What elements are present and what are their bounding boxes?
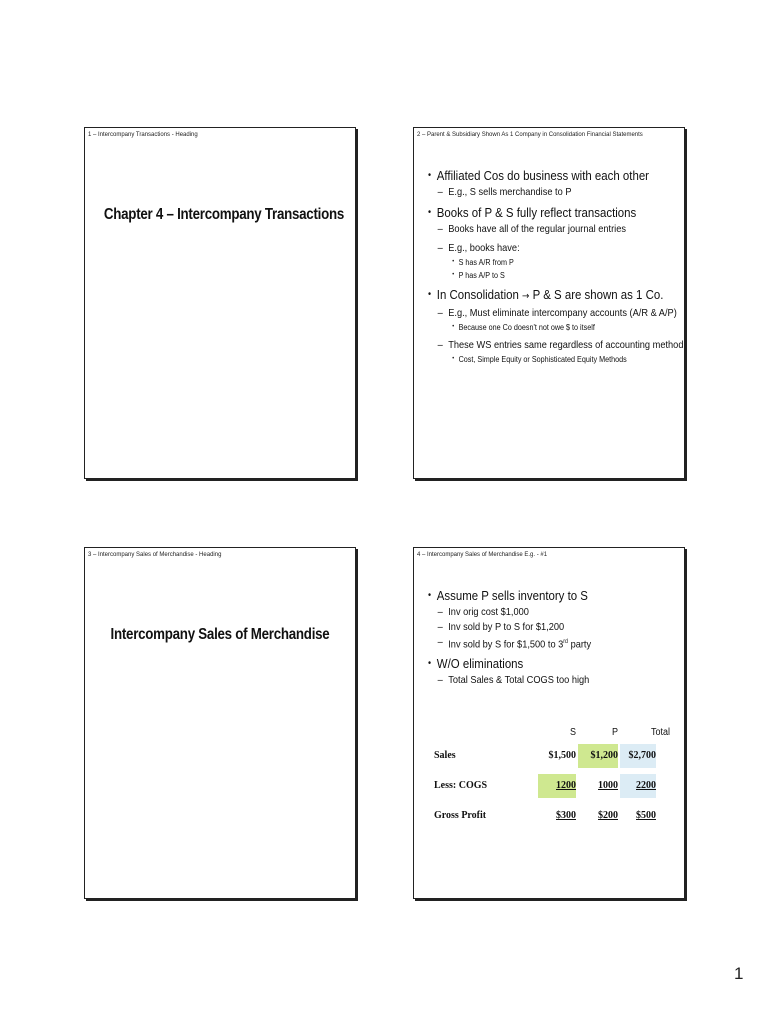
slide-body <box>428 164 684 365</box>
table-cell-highlighted: 2200 <box>620 774 656 798</box>
row-label: Less: COGS <box>434 780 488 791</box>
slide-title: Chapter 4 – Intercompany Transactions <box>103 206 345 223</box>
table-cell: $200 <box>598 810 618 821</box>
sub-bullet <box>428 635 650 652</box>
table-cell-highlighted: 1200 <box>538 774 576 798</box>
sub-bullet: – Total Sales & Total COGS too high <box>428 673 650 687</box>
slide-header: 2 – Parent & Subsidiary Shown As 1 Company in Consolidation Financial Statements <box>417 132 643 138</box>
table-cell-highlighted: $1,200 <box>578 744 618 768</box>
sub-sub-bullet: • P has A/P to S <box>428 270 655 281</box>
slide-header: 1 – Intercompany Transactions - Heading <box>88 132 198 138</box>
sub-bullet-text: party <box>570 638 592 651</box>
bullet-text: P & S are shown as 1 Co. <box>532 287 664 302</box>
right-arrow-icon: → <box>522 291 530 302</box>
slide-1 <box>84 127 356 479</box>
table-cell: $1,500 <box>548 750 576 761</box>
slide-2 <box>413 127 685 479</box>
slide-header: 4 – Intercompany Sales of Merchandise E.g. - #1 <box>417 552 548 558</box>
column-header: S <box>569 727 576 738</box>
row-label: Gross Profit <box>434 810 487 821</box>
sub-sub-bullet: • Because one Co doesn't not owe $ to itself <box>428 322 655 333</box>
page-number: 1 <box>734 964 744 983</box>
bullet: • W/O eliminations <box>428 655 650 672</box>
column-header: P <box>611 727 618 738</box>
table-cell: 1000 <box>598 780 618 791</box>
bullet: • Affiliated Cos do business with each other <box>428 167 650 184</box>
slide-header: 3 – Intercompany Sales of Merchandise - Heading <box>88 552 222 558</box>
sub-bullet: – Books have all of the regular journal entries <box>428 222 650 236</box>
bullet: • Books of P & S fully reflect transactions <box>428 204 650 221</box>
table-cell-highlighted: $2,700 <box>620 744 656 768</box>
income-table <box>434 724 670 824</box>
superscript: rd <box>563 639 569 645</box>
bullet-text: In Consolidation <box>436 287 519 302</box>
sub-sub-bullet: • S has A/R from P <box>428 257 655 268</box>
column-header: Total <box>650 727 670 738</box>
sub-bullet: – Inv sold by P to S for $1,200 <box>428 620 650 634</box>
table-cell: $300 <box>556 810 576 821</box>
row-label: Sales <box>434 750 456 761</box>
sub-sub-bullet: • Cost, Simple Equity or Sophisticated Equity Methods <box>428 354 655 365</box>
sub-bullet: – E.g., Must eliminate intercompany accounts (A/R & A/P) <box>428 306 650 320</box>
table-cell: $500 <box>636 810 656 821</box>
bullet: • Assume P sells inventory to S <box>428 587 650 604</box>
sub-bullet: – E.g., books have: <box>428 241 650 255</box>
sub-bullet-text: Inv sold by S for $1,500 to 3 <box>448 638 564 651</box>
sub-bullet: – Inv orig cost $1,000 <box>428 605 650 619</box>
slide-3 <box>84 547 356 899</box>
bullet <box>428 286 664 305</box>
slide-title: Intercompany Sales of Merchandise <box>110 626 330 643</box>
sub-bullet: – E.g., S sells merchandise to P <box>428 185 650 199</box>
sub-bullet: – These WS entries same regardless of accounting method <box>428 338 650 352</box>
slide-body <box>428 584 680 687</box>
slide-4 <box>413 547 685 899</box>
